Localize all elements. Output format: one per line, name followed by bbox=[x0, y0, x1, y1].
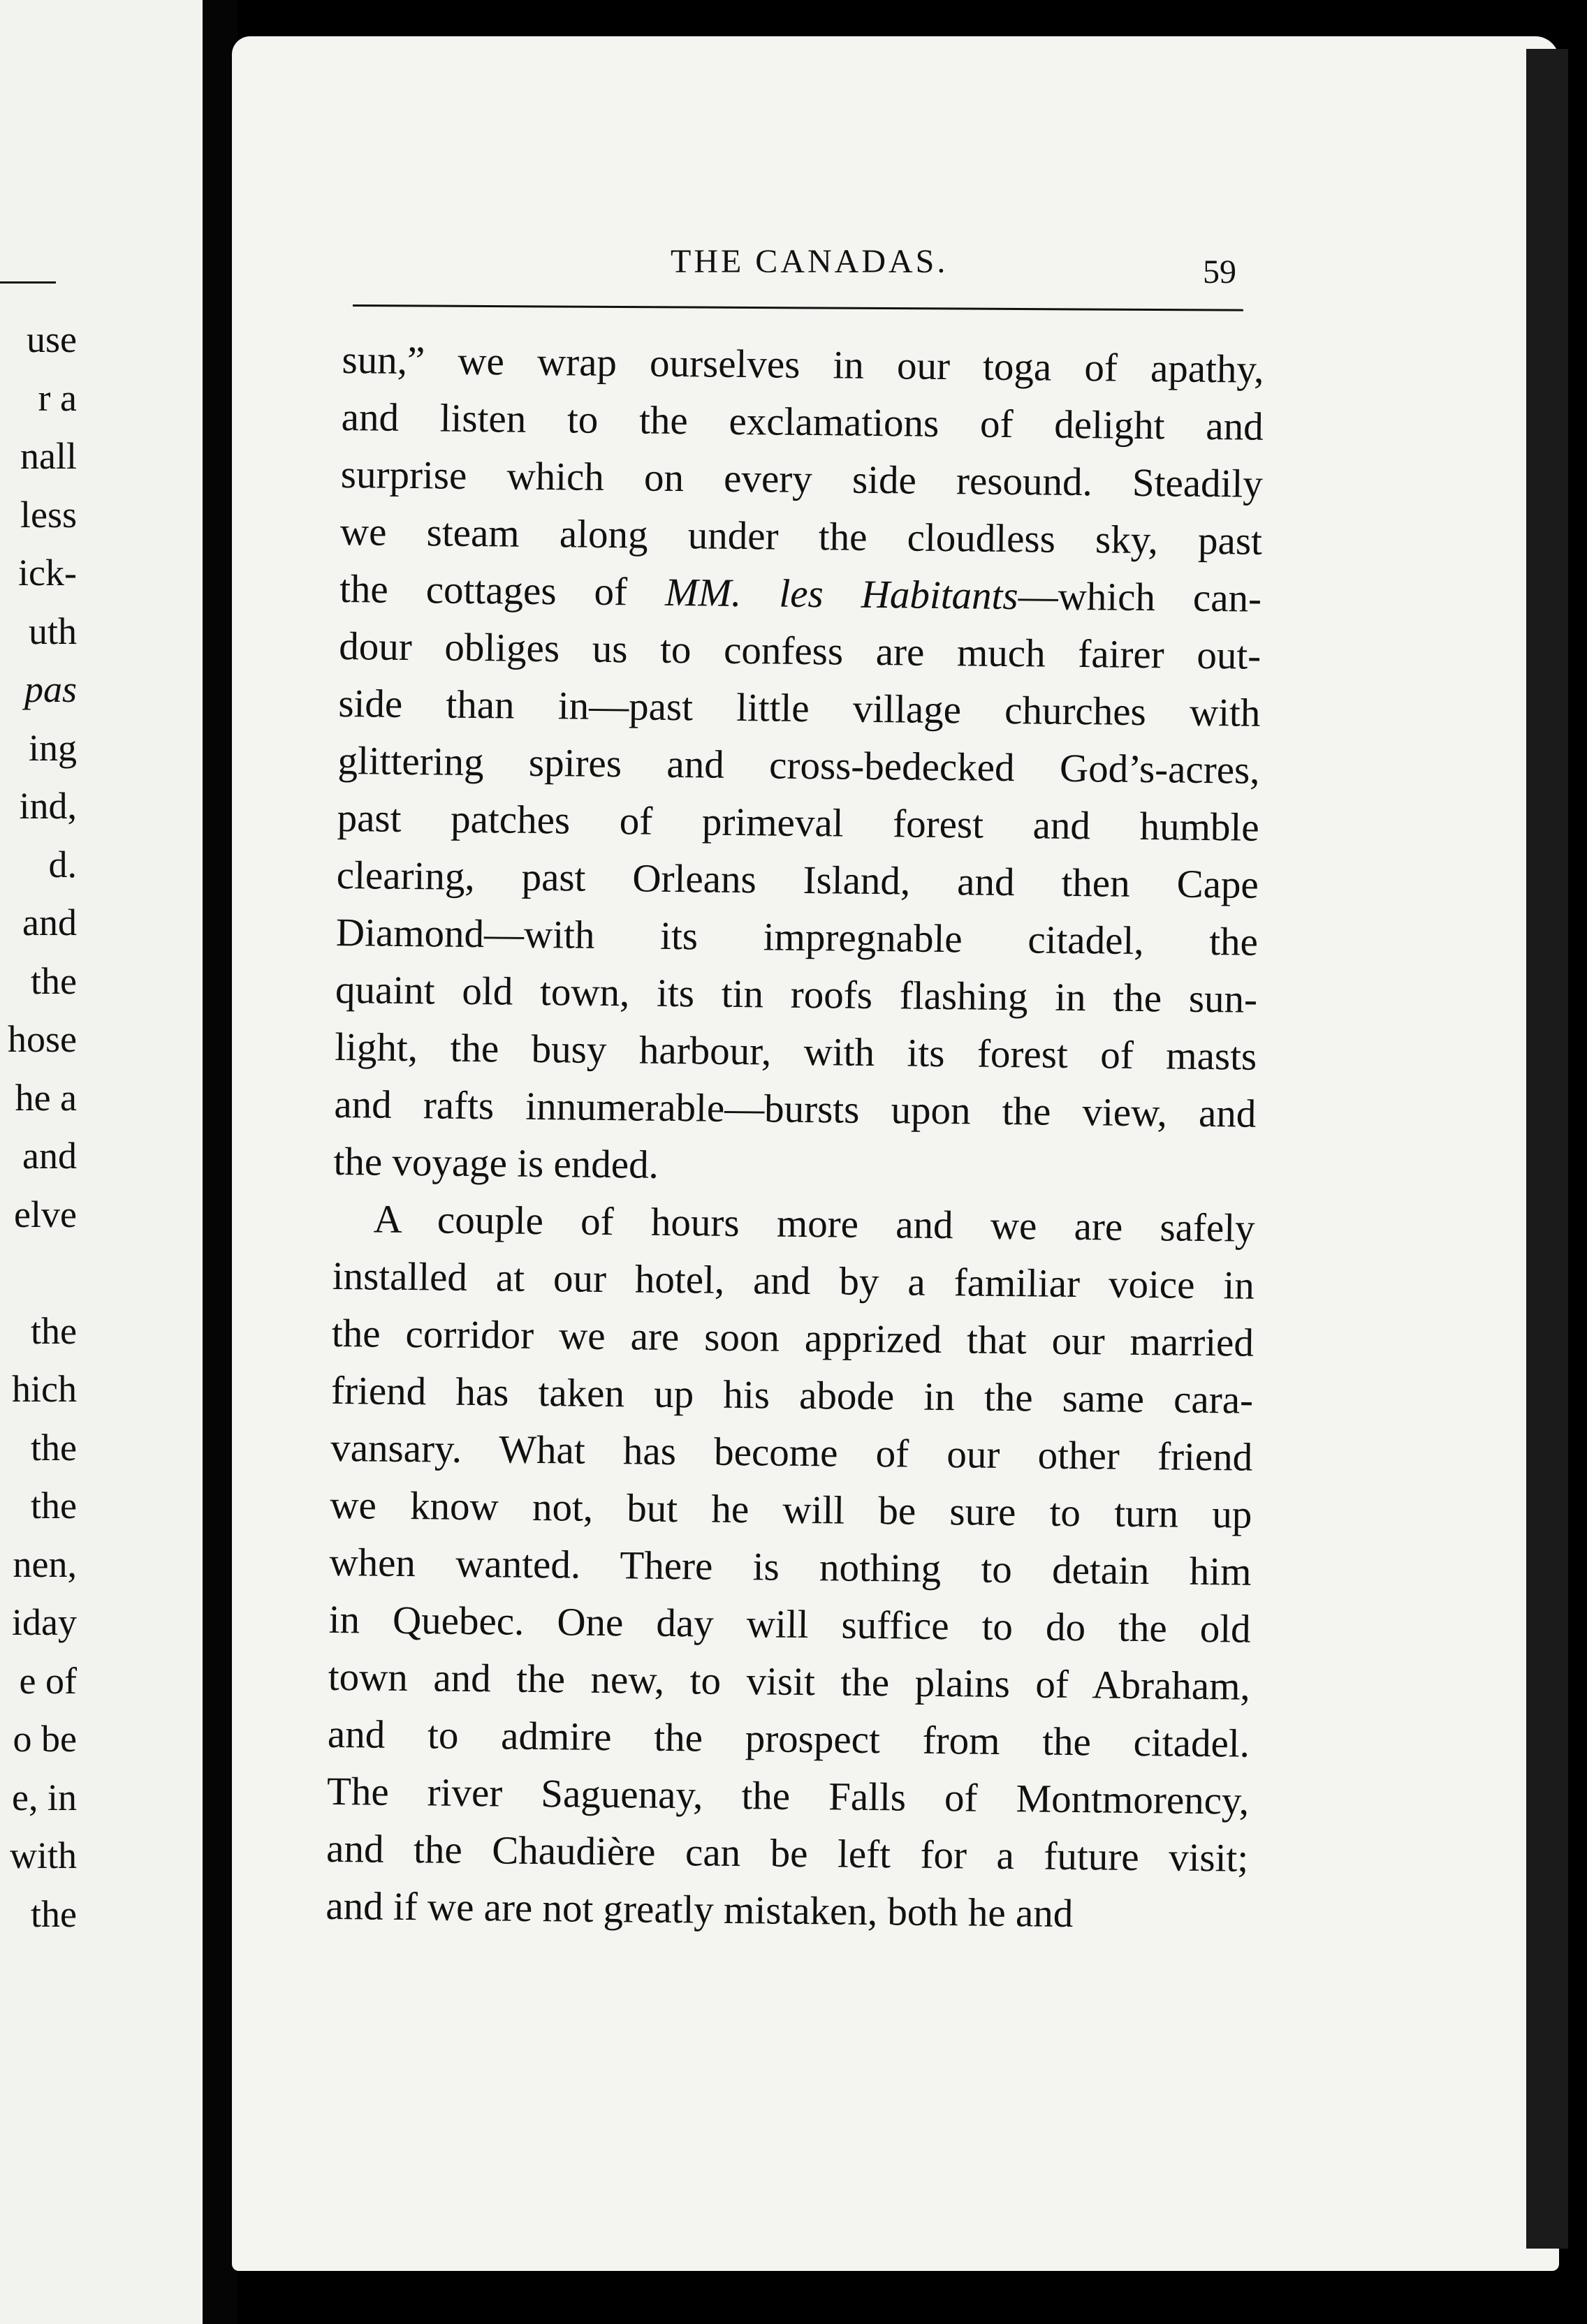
text-line: past patches of primeval forest and humble bbox=[337, 795, 1259, 850]
paragraph-2 bbox=[326, 1191, 1255, 1945]
facing-page-line: iday bbox=[12, 1601, 77, 1643]
text-line: surprise which on every side resound. Steadily bbox=[340, 452, 1264, 506]
text-line: The river Saguenay, the Falls of Montmorency, bbox=[326, 1769, 1250, 1823]
facing-page-line: ind, bbox=[19, 785, 77, 827]
facing-page-line: with bbox=[9, 1834, 77, 1876]
facing-page-line: the bbox=[31, 1892, 77, 1935]
text-line: the corridor we are soon apprized that our married bbox=[331, 1311, 1255, 1365]
text-line: vansary. What has become of our other friend bbox=[330, 1425, 1253, 1480]
text-line: and listen to the exclamations of delight and bbox=[341, 395, 1264, 449]
facing-page-line: ing bbox=[28, 726, 77, 769]
text-line: A couple of hours more and we are safely bbox=[373, 1197, 1255, 1251]
facing-page-line: use bbox=[27, 318, 77, 360]
facing-page-line: nen, bbox=[13, 1543, 77, 1585]
facing-page-line: the bbox=[31, 1485, 77, 1527]
facing-page-line: e of bbox=[19, 1659, 77, 1702]
text-line: light, the busy harbour, with its forest of masts bbox=[334, 1024, 1257, 1079]
italic-phrase: MM. les Habitants bbox=[664, 570, 1018, 619]
text-line: Diamond—with its impregnable citadel, the bbox=[335, 910, 1259, 964]
facing-page-line: the bbox=[31, 1309, 77, 1352]
facing-page-line: ick- bbox=[18, 552, 77, 594]
facing-page-edge bbox=[0, 0, 203, 2324]
facing-page-line: the bbox=[31, 959, 77, 1002]
text-line: dour obliges us to confess are much fairer out- bbox=[338, 624, 1261, 678]
facing-page-text-fragments bbox=[0, 0, 203, 2324]
facing-page-line: hose bbox=[8, 1018, 77, 1060]
facing-page-line: less bbox=[20, 493, 77, 536]
text-line: in Quebec. One day will suffice to do the old bbox=[328, 1597, 1251, 1652]
page-edge-shadow bbox=[1526, 49, 1568, 2249]
text-line: and if we are not greatly mistaken, both he and bbox=[326, 1883, 1074, 1936]
facing-page-line: uth bbox=[28, 610, 77, 652]
facing-page-line: and bbox=[22, 1135, 77, 1177]
text-line: we steam along under the cloudless sky, past bbox=[339, 509, 1263, 564]
facing-page-line: e, in bbox=[12, 1776, 77, 1818]
facing-page-line: r a bbox=[38, 376, 77, 419]
facing-page-line: he a bbox=[15, 1076, 77, 1119]
text-line: installed at our hotel, and by a familiar voice in bbox=[332, 1253, 1255, 1308]
text-line: and the Chaudière can be left for a future visit; bbox=[326, 1826, 1249, 1881]
running-head: THE CANADAS. bbox=[671, 243, 949, 280]
text-line: and rafts innumerable—bursts upon the view, and bbox=[334, 1082, 1257, 1136]
text-line: the cottages of MM. les Habitants—which can- bbox=[339, 566, 1262, 621]
body-text bbox=[326, 332, 1264, 1945]
text-line: when wanted. There is nothing to detain him bbox=[329, 1540, 1252, 1594]
text-line: town and the new, to visit the plains of Abraham, bbox=[328, 1654, 1251, 1709]
text-line: side than in—past little village churches with bbox=[338, 681, 1261, 735]
facing-page-line: hich bbox=[12, 1368, 77, 1410]
facing-page-line: the bbox=[31, 1426, 77, 1469]
facing-page-line: and bbox=[22, 902, 77, 943]
facing-page-line: o be bbox=[13, 1718, 77, 1760]
page-number: 59 bbox=[1203, 253, 1236, 290]
text-line: friend has taken up his abode in the same cara- bbox=[330, 1368, 1254, 1422]
paragraph-1 bbox=[333, 332, 1264, 1200]
text-line: and to admire the prospect from the citadel. bbox=[327, 1712, 1250, 1766]
facing-page-line: pas bbox=[24, 668, 77, 710]
text-line: we know not, but he will be sure to turn up bbox=[330, 1483, 1252, 1537]
text-line: sun,” we wrap ourselves in our toga of apathy, bbox=[342, 337, 1264, 392]
text-line: quaint old town, its tin roofs flashing in the sun- bbox=[335, 967, 1258, 1022]
facing-page-line: d. bbox=[48, 843, 77, 885]
facing-page-line: elve bbox=[14, 1193, 77, 1235]
text-line: the voyage is ended. bbox=[333, 1139, 659, 1187]
text-line: clearing, past Orleans Island, and then Cape bbox=[336, 853, 1259, 907]
facing-page-line: nall bbox=[20, 435, 77, 477]
text-line: glittering spires and cross-bedecked God’s-acres, bbox=[337, 738, 1260, 793]
